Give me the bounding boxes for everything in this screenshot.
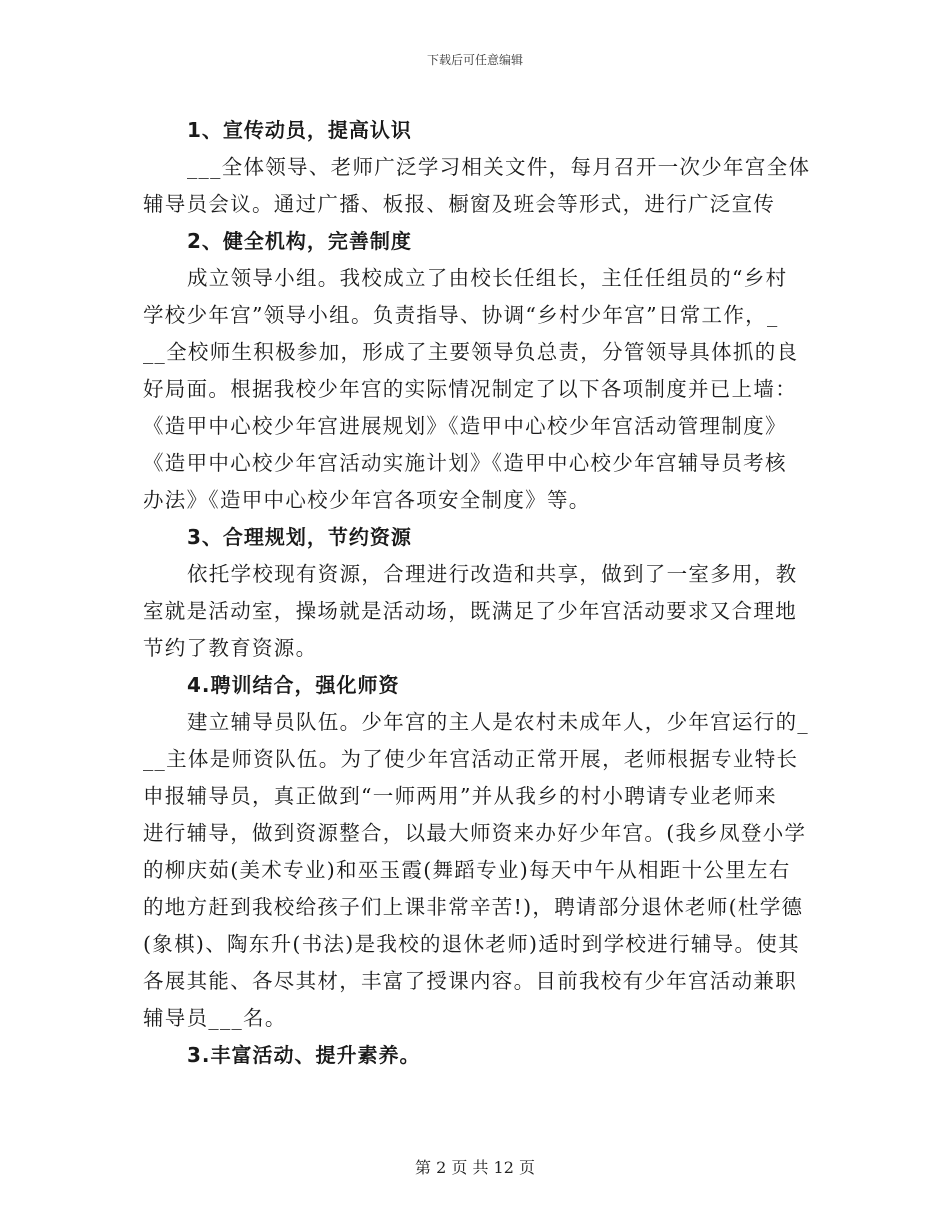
page-header: 下载后可任意编辑 — [426, 53, 523, 67]
section-heading: 3、合理规划，节约资源 — [187, 525, 412, 549]
section-paragraph — [143, 704, 810, 1037]
section-heading: 3.丰富活动、提升素养。 — [187, 1043, 421, 1067]
section-heading: 4.聘训结合，强化师资 — [187, 673, 400, 697]
paragraph-line: 申报辅导员，真正做到“一师两用”并从我乡的村小聘请专业老师来 — [143, 784, 777, 808]
paragraph-line: 《造甲中心校少年宫进展规划》《造甲中心校少年宫活动管理制度》 — [143, 414, 787, 438]
page-footer: 第 2 页 共 12 页 — [415, 1158, 535, 1177]
paragraph-line: 各展其能、各尽其材，丰富了授课内容。目前我校有少年宫活动兼职 — [143, 969, 797, 993]
paragraph-line: 成立领导小组。我校成立了由校长任组长，主任任组员的“乡村 — [187, 266, 788, 290]
paragraph-line: __全校师生积极参加，形成了主要领导负总责，分管领导具体抓的良 — [143, 340, 799, 364]
paragraph-line: 办法》《造甲中心校少年宫各项安全制度》等。 — [143, 488, 591, 512]
paragraph-line: 好局面。根据我校少年宫的实际情况制定了以下各项制度并已上墙： — [143, 377, 797, 401]
paragraph-line: 的柳庆茹(美术专业)和巫玉霞(舞蹈专业)每天中午从相距十公里左右 — [143, 858, 791, 882]
paragraph-line: 的地方赶到我校给孩子们上课非常辛苦!)，聘请部分退休老师(杜学德 — [143, 895, 804, 919]
document-body — [143, 112, 810, 1074]
paragraph-line: 学校少年宫”领导小组。负责指导、协调“乡村少年宫”日常工作，_ — [143, 303, 779, 327]
paragraph-line: 进行辅导，做到资源整合，以最大师资来办好少年宫。(我乡凤登小学 — [143, 821, 807, 845]
paragraph-line: 辅导员会议。通过广播、板报、橱窗及班会等形式，进行广泛宣传 — [143, 192, 776, 216]
paragraph-line: 辅导员___名。 — [143, 1006, 287, 1030]
paragraph-line: 依托学校现有资源，合理进行改造和共享，做到了一室多用，教 — [187, 562, 798, 586]
paragraph-line: 《造甲中心校少年宫活动实施计划》《造甲中心校少年宫辅导员考核 — [143, 451, 787, 475]
paragraph-line: __主体是师资队伍。为了使少年宫活动正常开展，老师根据专业特长 — [143, 747, 799, 771]
section-heading: 1、宣传动员，提高认识 — [187, 118, 412, 142]
paragraph-line: 室就是活动室，操场就是活动场，既满足了少年宫活动要求又合理地 — [143, 599, 797, 623]
section-paragraph — [143, 556, 810, 667]
paragraph-line: ___全体领导、老师广泛学习相关文件，每月召开一次少年宫全体 — [187, 155, 811, 179]
section-paragraph — [143, 260, 810, 519]
paragraph-line: (象棋)、陶东升(书法)是我校的退休老师)适时到学校进行辅导。使其 — [143, 932, 800, 956]
paragraph-line: 建立辅导员队伍。少年宫的主人是农村未成年人，少年宫运行的_ — [187, 710, 809, 734]
section-paragraph — [143, 149, 810, 223]
paragraph-line: 节约了教育资源。 — [143, 636, 318, 660]
section-heading: 2、健全机构，完善制度 — [187, 229, 412, 253]
